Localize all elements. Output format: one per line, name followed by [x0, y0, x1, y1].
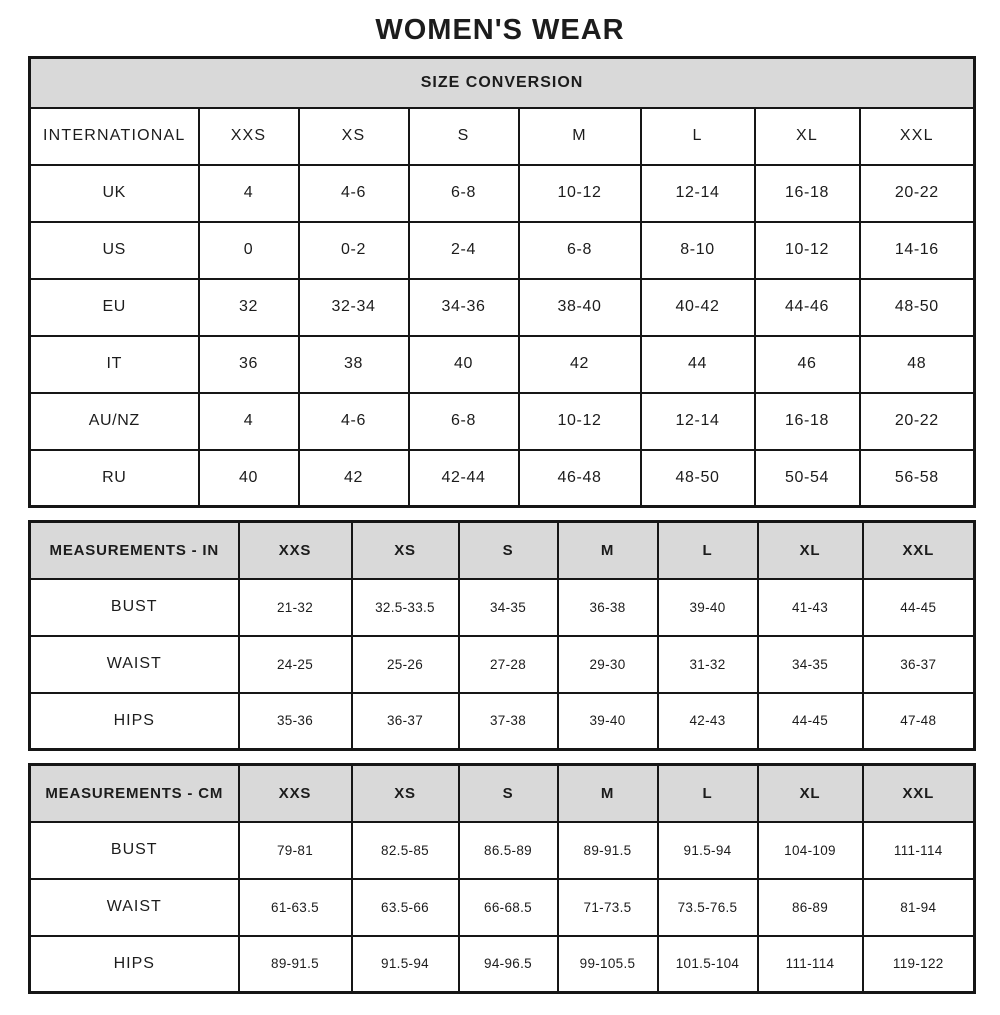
column-header-l: L [641, 108, 755, 165]
value-cell: 48-50 [860, 279, 975, 336]
table-row [30, 393, 975, 450]
column-header-xl: XL [758, 765, 863, 822]
measurements-cm-corner-header: MEASUREMENTS - CM [30, 765, 239, 822]
value-cell: 71-73.5 [558, 879, 658, 936]
table-row [30, 165, 975, 222]
measurements-in-table [28, 520, 976, 751]
value-cell: 44 [641, 336, 755, 393]
row-label: HIPS [30, 693, 239, 750]
value-cell: 38-40 [519, 279, 641, 336]
value-cell: 34-35 [758, 636, 863, 693]
value-cell: 40 [409, 336, 519, 393]
value-cell: 86-89 [758, 879, 863, 936]
value-cell: 111-114 [758, 936, 863, 993]
column-header-s: S [459, 522, 558, 579]
table-row [30, 450, 975, 507]
table-row [30, 879, 975, 936]
value-cell: 4 [199, 165, 299, 222]
page-title: WOMEN'S WEAR [375, 14, 625, 46]
column-header-l: L [658, 522, 758, 579]
value-cell: 48 [860, 336, 975, 393]
value-cell: 99-105.5 [558, 936, 658, 993]
value-cell: 35-36 [239, 693, 352, 750]
value-cell: 101.5-104 [658, 936, 758, 993]
value-cell: 42-43 [658, 693, 758, 750]
measurements-cm-table [28, 763, 976, 994]
value-cell: 20-22 [860, 393, 975, 450]
value-cell: 91.5-94 [658, 822, 758, 879]
value-cell: 40 [199, 450, 299, 507]
value-cell: 36-37 [863, 636, 975, 693]
row-label: EU [30, 279, 199, 336]
column-header-xxl: XXL [860, 108, 975, 165]
value-cell: 16-18 [755, 393, 860, 450]
column-header-xs: XS [352, 522, 459, 579]
table-row [30, 822, 975, 879]
column-header-xl: XL [755, 108, 860, 165]
column-header-l: L [658, 765, 758, 822]
value-cell: 46 [755, 336, 860, 393]
size-conversion-corner-header: INTERNATIONAL [30, 108, 199, 165]
value-cell: 42 [519, 336, 641, 393]
table-title-row [30, 58, 975, 108]
column-header-xxl: XXL [863, 522, 975, 579]
row-label: AU/NZ [30, 393, 199, 450]
column-header-xxs: XXS [239, 765, 352, 822]
value-cell: 4 [199, 393, 299, 450]
row-label: BUST [30, 822, 239, 879]
column-header-s: S [409, 108, 519, 165]
row-label: IT [30, 336, 199, 393]
value-cell: 44-46 [755, 279, 860, 336]
value-cell: 34-35 [459, 579, 558, 636]
value-cell: 66-68.5 [459, 879, 558, 936]
value-cell: 27-28 [459, 636, 558, 693]
value-cell: 14-16 [860, 222, 975, 279]
value-cell: 29-30 [558, 636, 658, 693]
value-cell: 38 [299, 336, 409, 393]
header-row [30, 108, 975, 165]
size-conversion-title: SIZE CONVERSION [30, 58, 975, 108]
row-label: UK [30, 165, 199, 222]
value-cell: 82.5-85 [352, 822, 459, 879]
value-cell: 32.5-33.5 [352, 579, 459, 636]
value-cell: 39-40 [658, 579, 758, 636]
value-cell: 89-91.5 [239, 936, 352, 993]
table-row [30, 636, 975, 693]
column-header-m: M [519, 108, 641, 165]
value-cell: 48-50 [641, 450, 755, 507]
value-cell: 32-34 [299, 279, 409, 336]
column-header-xl: XL [758, 522, 863, 579]
value-cell: 73.5-76.5 [658, 879, 758, 936]
row-label: WAIST [30, 636, 239, 693]
column-header-xs: XS [299, 108, 409, 165]
value-cell: 2-4 [409, 222, 519, 279]
value-cell: 40-42 [641, 279, 755, 336]
value-cell: 36-38 [558, 579, 658, 636]
measurements-in-corner-header: MEASUREMENTS - IN [30, 522, 239, 579]
row-label: WAIST [30, 879, 239, 936]
value-cell: 89-91.5 [558, 822, 658, 879]
value-cell: 42 [299, 450, 409, 507]
value-cell: 79-81 [239, 822, 352, 879]
value-cell: 20-22 [860, 165, 975, 222]
value-cell: 21-32 [239, 579, 352, 636]
value-cell: 34-36 [409, 279, 519, 336]
value-cell: 47-48 [863, 693, 975, 750]
header-row [30, 765, 975, 822]
value-cell: 4-6 [299, 165, 409, 222]
value-cell: 6-8 [409, 393, 519, 450]
column-header-xs: XS [352, 765, 459, 822]
column-header-m: M [558, 765, 658, 822]
value-cell: 10-12 [519, 393, 641, 450]
column-header-xxs: XXS [199, 108, 299, 165]
value-cell: 6-8 [519, 222, 641, 279]
table-row [30, 222, 975, 279]
value-cell: 0 [199, 222, 299, 279]
table-row [30, 579, 975, 636]
value-cell: 81-94 [863, 879, 975, 936]
value-cell: 111-114 [863, 822, 975, 879]
value-cell: 36-37 [352, 693, 459, 750]
column-header-m: M [558, 522, 658, 579]
value-cell: 94-96.5 [459, 936, 558, 993]
value-cell: 41-43 [758, 579, 863, 636]
value-cell: 104-109 [758, 822, 863, 879]
value-cell: 36 [199, 336, 299, 393]
value-cell: 91.5-94 [352, 936, 459, 993]
column-header-xxl: XXL [863, 765, 975, 822]
value-cell: 39-40 [558, 693, 658, 750]
table-row [30, 936, 975, 993]
value-cell: 42-44 [409, 450, 519, 507]
size-chart-sheet [0, 15, 1000, 1015]
row-label: BUST [30, 579, 239, 636]
size-conversion-table [28, 56, 976, 508]
value-cell: 44-45 [758, 693, 863, 750]
value-cell: 37-38 [459, 693, 558, 750]
value-cell: 44-45 [863, 579, 975, 636]
value-cell: 50-54 [755, 450, 860, 507]
table-row [30, 693, 975, 750]
row-label: HIPS [30, 936, 239, 993]
value-cell: 0-2 [299, 222, 409, 279]
value-cell: 16-18 [755, 165, 860, 222]
value-cell: 119-122 [863, 936, 975, 993]
value-cell: 32 [199, 279, 299, 336]
value-cell: 63.5-66 [352, 879, 459, 936]
value-cell: 31-32 [658, 636, 758, 693]
value-cell: 8-10 [641, 222, 755, 279]
column-header-xxs: XXS [239, 522, 352, 579]
header-row [30, 522, 975, 579]
value-cell: 10-12 [519, 165, 641, 222]
value-cell: 12-14 [641, 393, 755, 450]
row-label: RU [30, 450, 199, 507]
value-cell: 24-25 [239, 636, 352, 693]
value-cell: 61-63.5 [239, 879, 352, 936]
table-row [30, 279, 975, 336]
value-cell: 56-58 [860, 450, 975, 507]
value-cell: 25-26 [352, 636, 459, 693]
column-header-s: S [459, 765, 558, 822]
value-cell: 4-6 [299, 393, 409, 450]
value-cell: 10-12 [755, 222, 860, 279]
value-cell: 86.5-89 [459, 822, 558, 879]
value-cell: 12-14 [641, 165, 755, 222]
value-cell: 6-8 [409, 165, 519, 222]
row-label: US [30, 222, 199, 279]
value-cell: 46-48 [519, 450, 641, 507]
table-row [30, 336, 975, 393]
